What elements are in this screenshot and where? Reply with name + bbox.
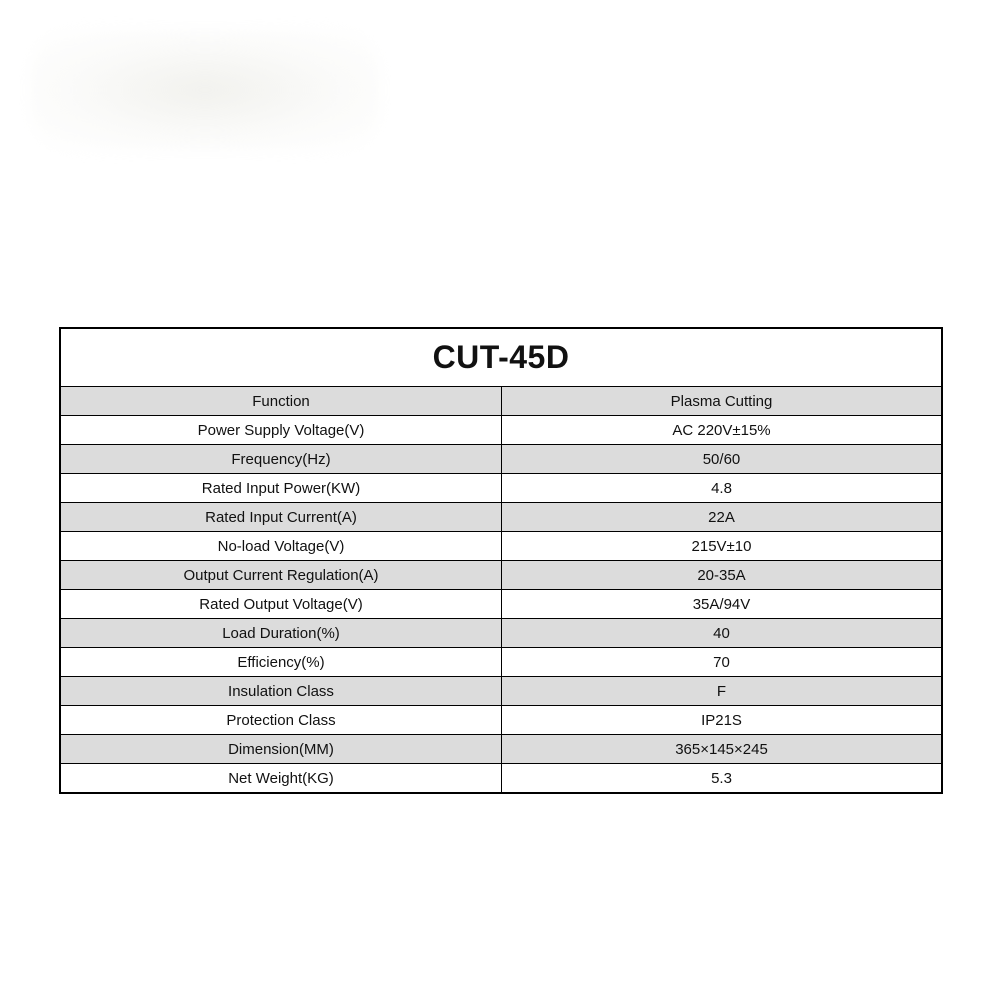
table-row bbox=[61, 648, 941, 677]
row-value: 365×145×245 bbox=[675, 740, 768, 758]
row-label: Function bbox=[61, 387, 502, 415]
row-label: Rated Input Power(KW) bbox=[61, 474, 502, 502]
row-label: Efficiency(%) bbox=[61, 648, 502, 676]
table-row bbox=[61, 735, 941, 764]
row-value: 215V±10 bbox=[691, 537, 752, 555]
table-row bbox=[61, 503, 941, 532]
table-row bbox=[61, 445, 941, 474]
row-label: Power Supply Voltage(V) bbox=[61, 416, 502, 444]
row-value: 35A/94V bbox=[692, 595, 751, 613]
row-label: Dimension(MM) bbox=[61, 735, 502, 763]
row-label: Frequency(Hz) bbox=[61, 445, 502, 473]
row-value: 70 bbox=[713, 653, 730, 671]
row-label: Insulation Class bbox=[61, 677, 502, 705]
table-row bbox=[61, 764, 941, 792]
table-row bbox=[61, 416, 941, 445]
row-value: 40 bbox=[713, 624, 730, 642]
row-value: 5.3 bbox=[711, 769, 732, 787]
row-value: 50/60 bbox=[702, 450, 741, 468]
row-value: 22A bbox=[708, 508, 735, 526]
table-row bbox=[61, 474, 941, 503]
row-label: Load Duration(%) bbox=[61, 619, 502, 647]
faded-watermark bbox=[30, 30, 380, 150]
spec-table bbox=[59, 327, 943, 794]
table-title: CUT-45D bbox=[61, 329, 941, 387]
row-label: No-load Voltage(V) bbox=[61, 532, 502, 560]
table-row bbox=[61, 619, 941, 648]
table-row bbox=[61, 677, 941, 706]
table-row bbox=[61, 706, 941, 735]
row-label: Rated Input Current(A) bbox=[61, 503, 502, 531]
row-value: AC 220V±15% bbox=[672, 421, 771, 439]
row-label: Rated Output Voltage(V) bbox=[61, 590, 502, 618]
row-value: 4.8 bbox=[711, 479, 732, 497]
row-value: F bbox=[716, 682, 727, 700]
row-value: Plasma Cutting bbox=[670, 392, 773, 410]
row-value: 20-35A bbox=[697, 566, 746, 584]
row-label: Protection Class bbox=[61, 706, 502, 734]
row-value: IP21S bbox=[701, 711, 742, 729]
table-row bbox=[61, 387, 941, 416]
row-label: Net Weight(KG) bbox=[61, 764, 502, 792]
row-label: Output Current Regulation(A) bbox=[61, 561, 502, 589]
table-row bbox=[61, 561, 941, 590]
table-row bbox=[61, 590, 941, 619]
table-row bbox=[61, 532, 941, 561]
